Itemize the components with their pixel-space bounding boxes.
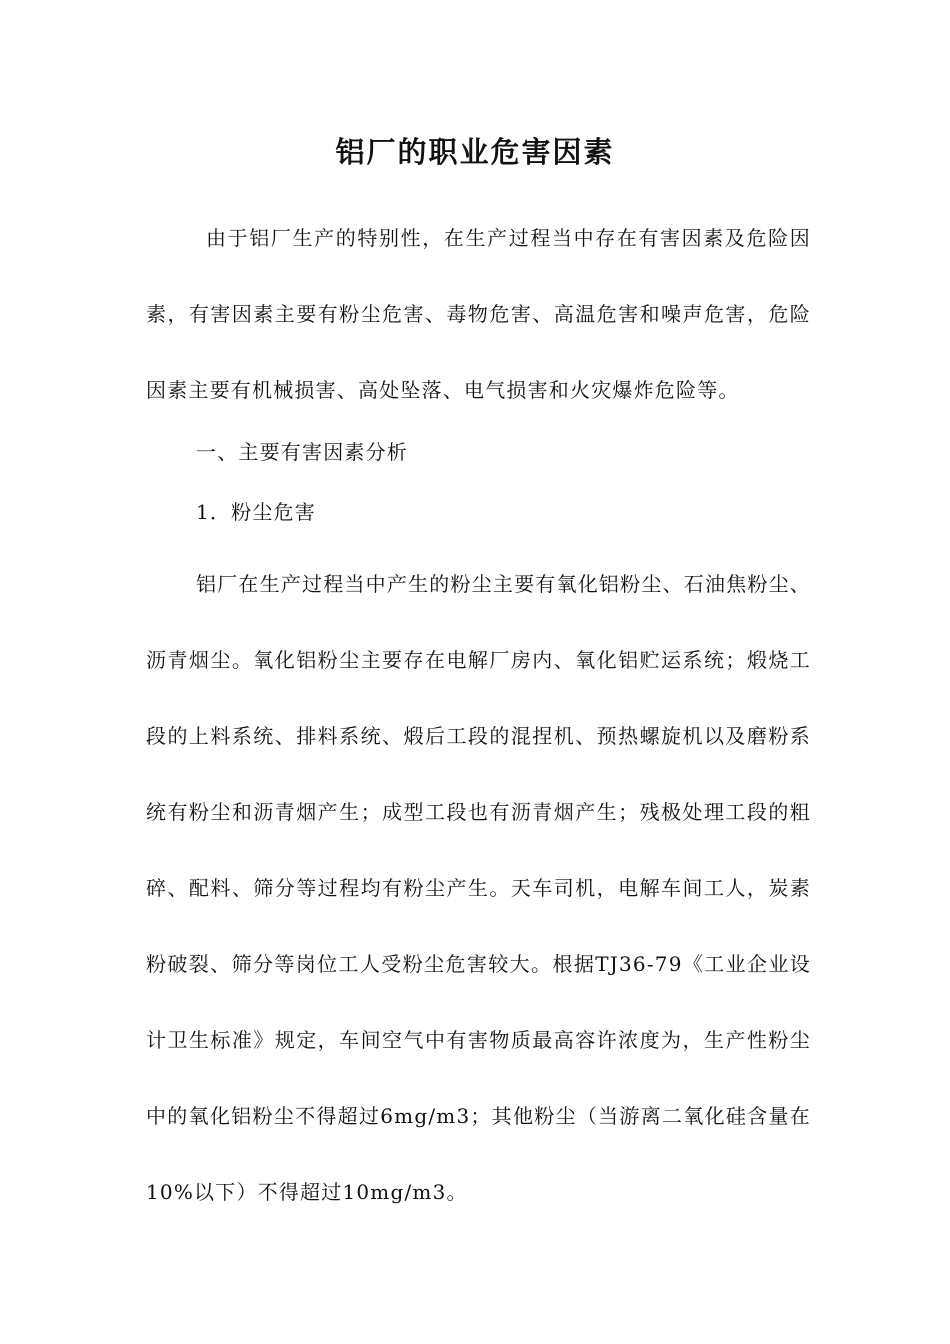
section-heading-main-hazards: 一、主要有害因素分析 [196,440,408,464]
document-title: 铝厂的职业危害因素 [335,135,615,169]
document-body [146,200,811,1230]
subsection-heading-dust-hazard: 1．粉尘危害 [196,500,316,524]
intro-paragraph: 由于铝厂生产的特别性，在生产过程当中存在有害因素及危险因素，有害因素主要有粉尘危害、毒物危害、高温危害和噪声危害，危险因素主要有机械损害、高处坠落、电气损害和火灾爆炸危险等。 [146,226,811,402]
dust-hazard-paragraph: 铝厂在生产过程当中产生的粉尘主要有氧化铝粉尘、石油焦粉尘、沥青烟尘。氧化铝粉尘主要存在电解厂房内、氧化铝贮运系统；煅烧工段的上料系统、排料系统、煅后工段的混捏机、预热螺旋机以及磨粉系统有粉尘和沥青烟产生；成型工段也有沥青烟产生；残极处理工段的粗碎、配料、筛分等过程均有粉尘产生。天车司机，电解车间工人，炭素粉破裂、筛分等岗位工人受粉尘危害较大。根据TJ36-79《工业企业设计卫生标准》规定，车间空气中有害物质最高容许浓度为，生产性粉尘中的氧化铝粉尘不得超过6mg/m3；其他粉尘（当游离二氧化硅含量在10%以下）不得超过10mg/m3。 [146,572,811,1204]
